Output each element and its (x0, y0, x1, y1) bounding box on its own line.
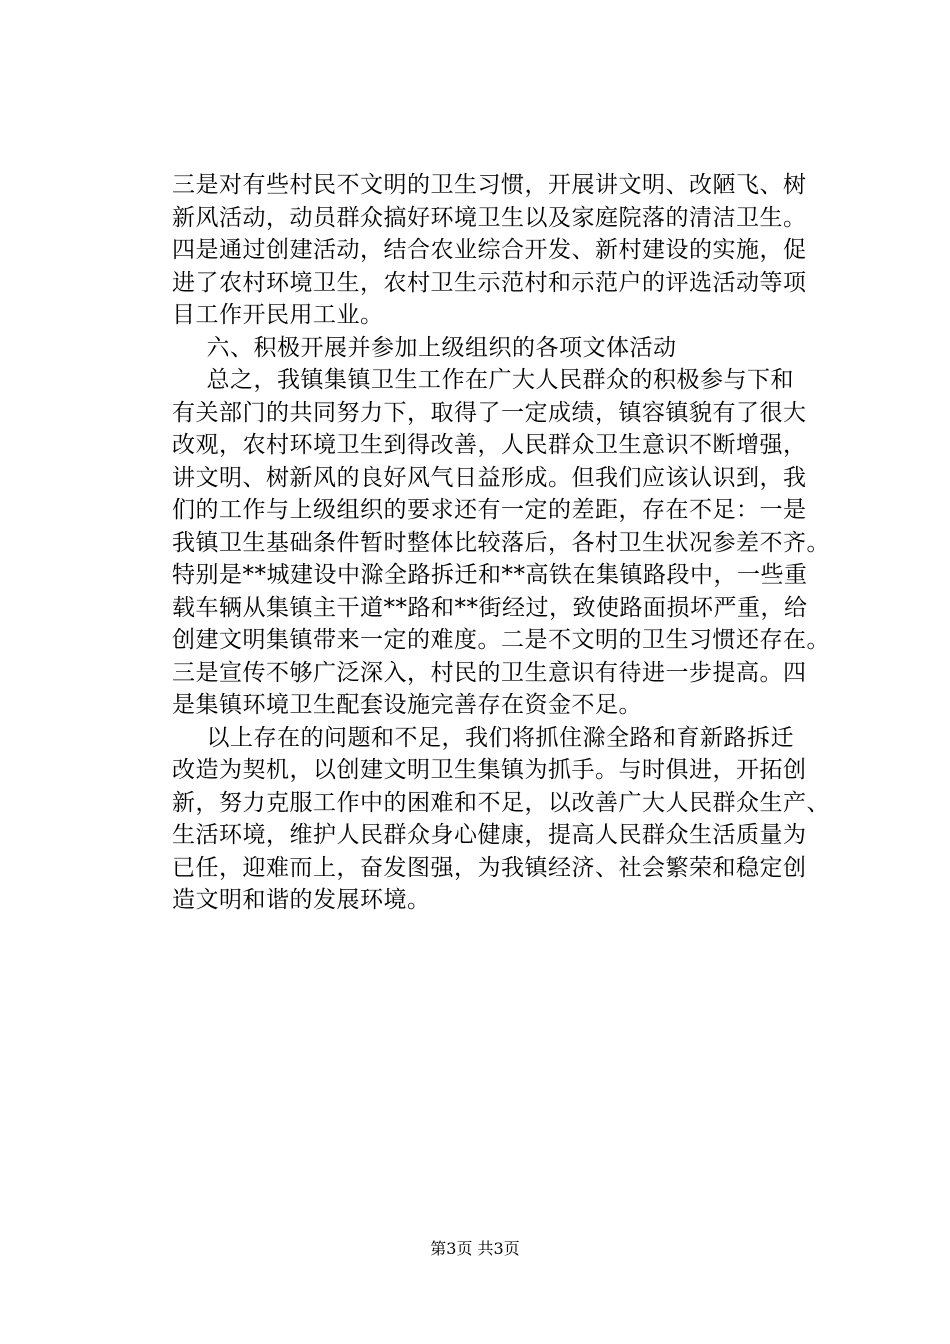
text-line: 有关部门的共同努力下，取得了一定成绩，镇容镇貌有了很大 (172, 399, 807, 426)
section-heading: 六、积极开展并参加上级组织的各项文体活动 (183, 334, 677, 361)
text-line: 总之，我镇集镇卫生工作在广大人民群众的积极参与下和 (183, 367, 794, 393)
page-number-footer: 第3页 共3页 (430, 1239, 520, 1258)
text-line: 是集镇环境卫生配套设施完善存在资金不足。 (172, 692, 642, 718)
text-line: 改观，农村环境卫生到得改善，人民群众卫生意识不断增强， (172, 432, 807, 458)
text-line: 三是宣传不够广泛深入，村民的卫生意识有待进一步提高。四 (172, 659, 807, 686)
text-line: 特别是**城建设中滁全路拆迁和**高铁在集镇路段中，一些重 (172, 562, 808, 588)
text-line: 已任，迎难而上，奋发图强，为我镇经济、社会繁荣和稳定创 (172, 854, 807, 881)
text-line: 造文明和谐的发展环境。 (172, 887, 431, 913)
text-line: 新，努力克服工作中的困难和不足，以改善广大人民群众生产、 (172, 789, 830, 816)
text-line: 载车辆从集镇主干道**路和**街经过，致使路面损坏严重，给 (172, 594, 808, 621)
text-line: 我镇卫生基础条件暂时整体比较落后，各村卫生状况参差不齐。 (172, 529, 830, 556)
text-line: 新风活动，动员群众搞好环境卫生以及家庭院落的清洁卫生。 (172, 204, 807, 231)
text-line: 讲文明、树新风的良好风气日益形成。但我们应该认识到，我 (172, 464, 807, 491)
text-line: 进了农村环境卫生，农村卫生示范村和示范户的评选活动等项 (172, 269, 807, 296)
text-line: 三是对有些村民不文明的卫生习惯，开展讲文明、改陋飞、树 (172, 172, 807, 198)
body-text (172, 169, 830, 917)
text-line: 生活环境，维护人民群众身心健康，提高人民群众生活质量为 (172, 822, 807, 848)
text-line: 改造为契机，以创建文明卫生集镇为抓手。与时俱进，开拓创 (172, 757, 807, 783)
text-line: 目工作开民用工业。 (172, 302, 384, 328)
text-line: 创建文明集镇带来一定的难度。二是不文明的卫生习惯还存在。 (172, 627, 830, 653)
text-line: 四是通过创建活动，结合农业综合开发、新村建设的实施，促 (172, 237, 807, 263)
text-line: 们的工作与上级组织的要求还有一定的差距，存在不足：一是 (172, 497, 807, 523)
text-line: 以上存在的问题和不足，我们将抓住滁全路和育新路拆迁 (183, 724, 794, 751)
